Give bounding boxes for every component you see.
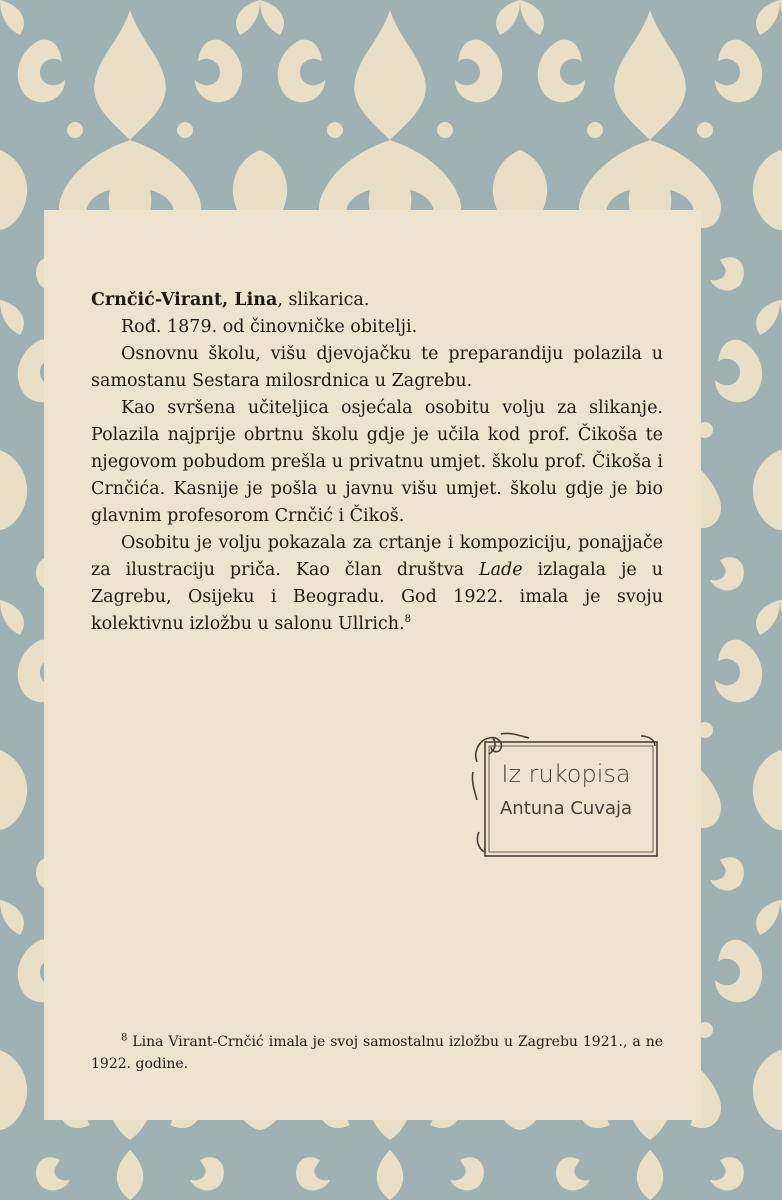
exhibitions-text-before: Osobitu je volju pokazala za crtanje i kompoziciju, ponajjače za ilustraciju priča. Kao član društva bbox=[91, 533, 663, 580]
stamp-subtitle: Antuna Cuvaja bbox=[499, 798, 633, 819]
entry-name: Crnčić-Virant, Lina bbox=[91, 290, 278, 310]
text-panel bbox=[44, 210, 701, 1120]
footnote-mark: 8 bbox=[121, 1032, 128, 1044]
paragraph-training: Kao svršena učiteljica osjećala osobitu volju za slikanje. Polazila najprije obrtnu školu gdje je učila kod prof. Čikoša te njegovom pobudom prešla u privatnu umjet. školu prof. Čikoša i Crnčića. Kasnije je pošla u javnu višu umjet. školu gdje je bio glavnim profesorom Crnčić i Čikoš. bbox=[91, 398, 663, 526]
entry-heading-paragraph bbox=[91, 287, 663, 314]
paragraph-education: Osnovnu školu, višu djevojačku te preparandiju polazila u samostanu Sestara milosrdnica u Zagrebu. bbox=[91, 344, 663, 391]
society-name: Lade bbox=[478, 560, 523, 580]
entry-body bbox=[91, 287, 663, 638]
manuscript-stamp bbox=[471, 732, 661, 860]
entry-description: , slikarica. bbox=[277, 290, 370, 310]
exhibitions-text-after: izlagala je u Zagrebu, Osijeku i Beogradu. God 1922. imala je svoju kolektivnu izložbu u salonu Ullrich. bbox=[91, 560, 663, 634]
stamp-frame-icon bbox=[471, 732, 661, 860]
paragraph-exhibitions bbox=[91, 530, 663, 638]
footnote bbox=[91, 1031, 663, 1075]
footnote-text: Lina Virant-Crnčić imala je svoj samostalnu izložbu u Zagrebu 1921., a ne 1922. godine. bbox=[91, 1034, 663, 1072]
footnote-reference[interactable]: 8 bbox=[404, 614, 411, 626]
paragraph-birth: Rođ. 1879. od činovničke obitelji. bbox=[121, 317, 418, 337]
stamp-title: Iz rukopisa bbox=[501, 760, 631, 788]
